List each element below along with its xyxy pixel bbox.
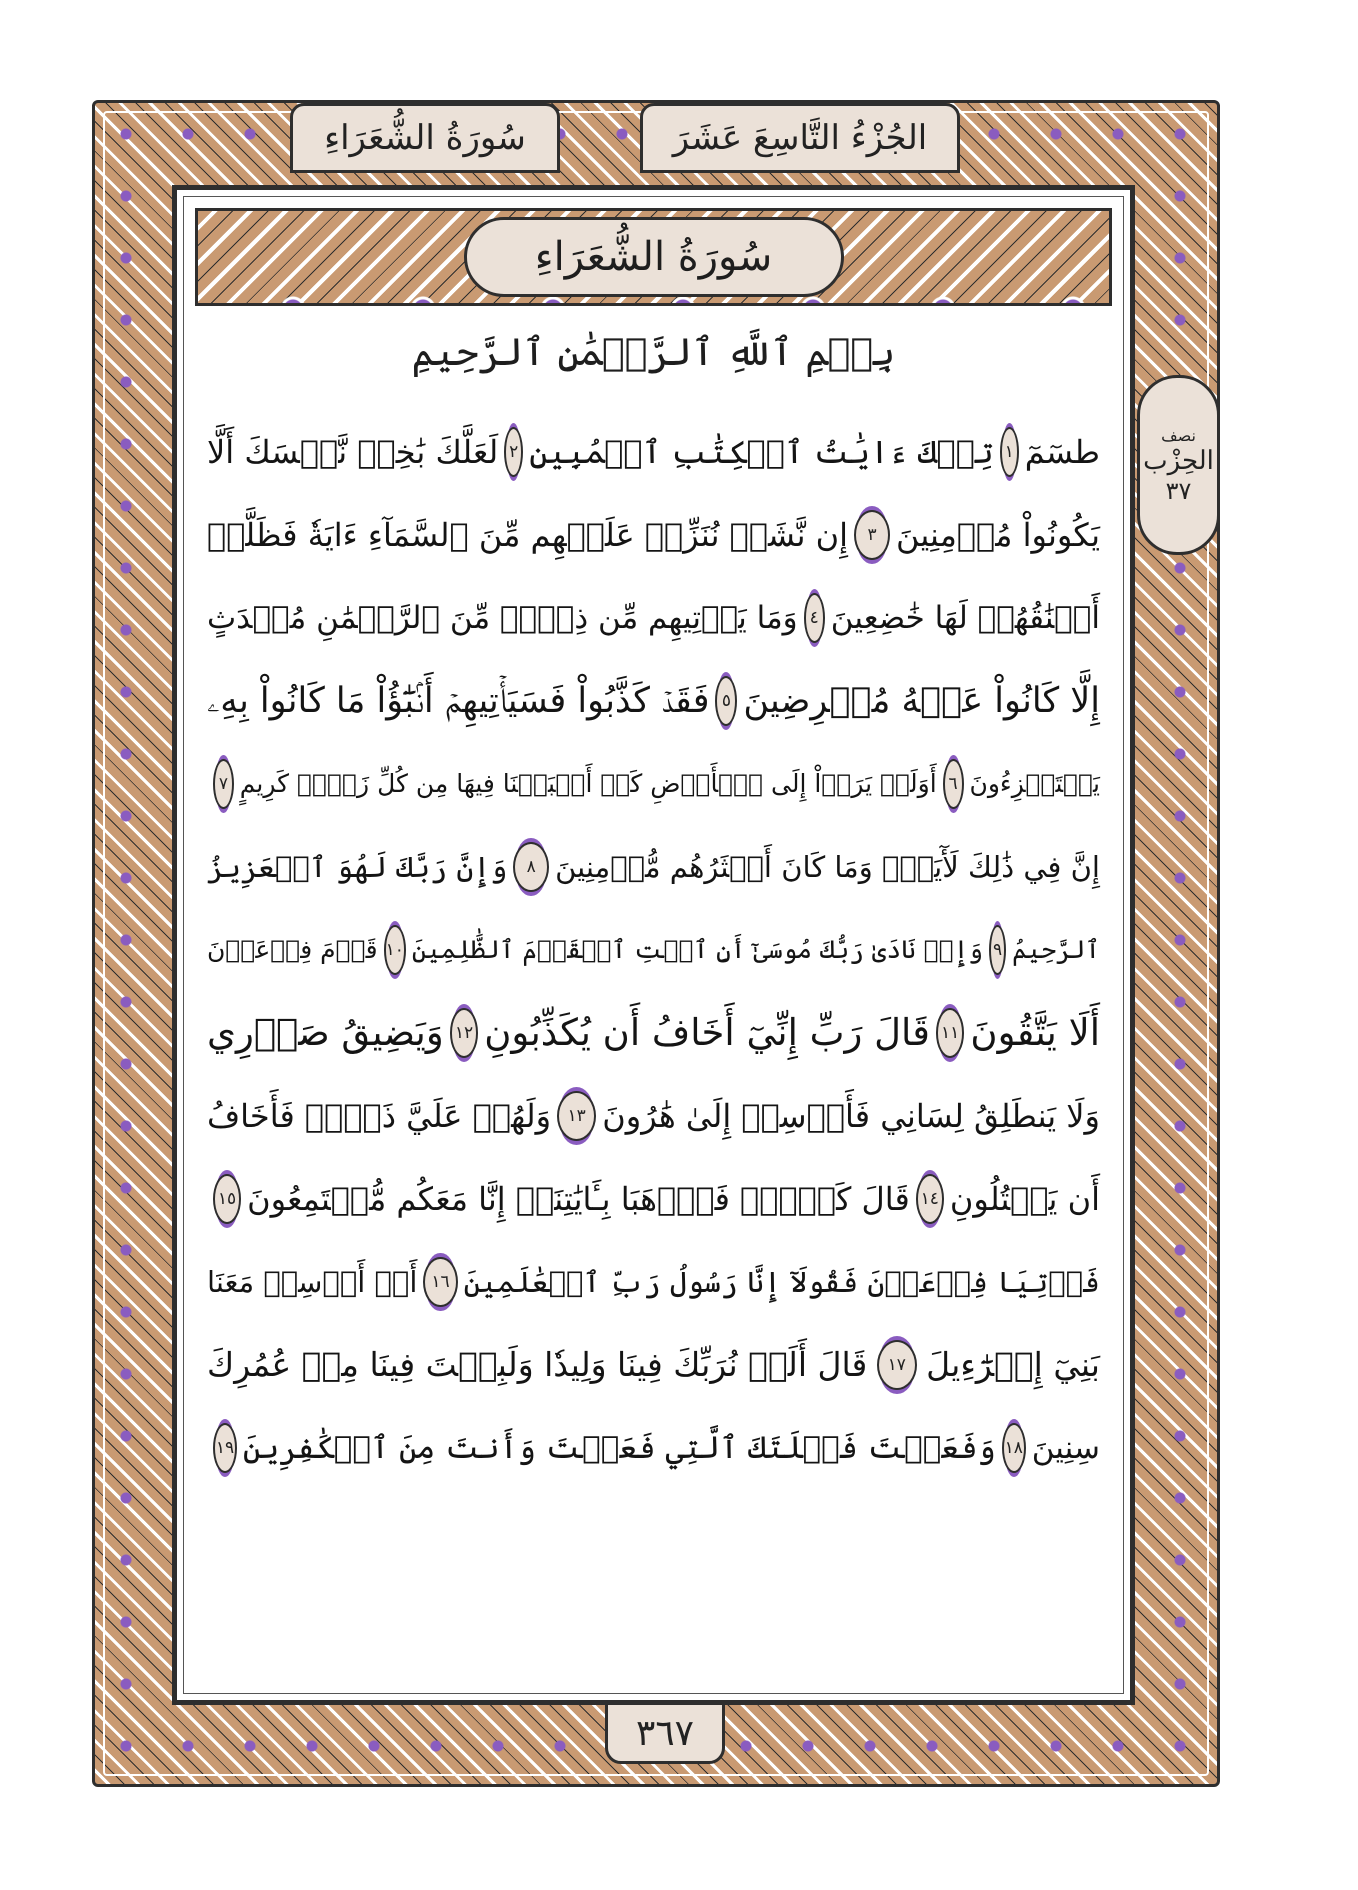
hizb-fraction: نصف xyxy=(1161,425,1196,445)
ayah-number-marker: ٥ xyxy=(715,676,737,726)
ayah-number-marker: ٢ xyxy=(504,427,523,477)
surah-title: سُورَةُ الشُّعَرَاءِ xyxy=(464,217,844,297)
ayah-number-marker: ١٤ xyxy=(916,1174,944,1224)
verse-text: قَوۡمَ فِرۡعَوۡنَ xyxy=(207,935,378,964)
verse-text: فَأۡتِيَا فِرۡعَوۡنَ فَقُولَآ إِنَّا رَسُولُ رَبِّ ٱلۡعَٰلَمِينَ xyxy=(463,1264,1100,1299)
basmala: بِسۡمِ ٱللَّهِ ٱلرَّحۡمَٰنِ ٱلرَّحِيمِ xyxy=(411,330,896,374)
verse-text: وَلَا يَنطَلِقُ لِسَانِي فَأَرۡسِلۡ إِلَىٰ هَٰرُونَ xyxy=(602,1096,1100,1135)
verse-text: أَعۡنَٰقُهُمۡ لَهَا خَٰضِعِينَ xyxy=(830,599,1100,636)
verse-text: وَفَعَلۡتَ فَعۡلَتَكَ ٱلَّتِي فَعَلۡتَ وَأَنتَ مِنَ ٱلۡكَٰفِرِينَ xyxy=(242,1429,996,1466)
verse-text: قَالَ كَلَّاۖ فَٱذۡهَبَا بِـَٔايَٰتِنَآۖ إِنَّا مَعَكُم مُّسۡتَمِعُونَ xyxy=(247,1179,910,1218)
header-surah-name: سُورَةُ الشُّعَرَاءِ xyxy=(290,103,560,173)
header-juz-name: الجُزْءُ التَّاسِعَ عَشَرَ xyxy=(640,103,960,173)
verse-line xyxy=(207,493,1100,576)
verse-text: أَلَا يَتَّقُونَ xyxy=(970,1011,1100,1054)
ayah-number-marker: ١٨ xyxy=(1002,1423,1026,1473)
page-number: ٣٦٧ xyxy=(605,1702,725,1764)
verse-text: تِلۡكَ ءَايَٰتُ ٱلۡكِتَٰبِ ٱلۡمُبِينِ xyxy=(529,432,994,471)
ayah-number-marker: ١٥ xyxy=(213,1174,241,1224)
verse-line xyxy=(207,1240,1100,1323)
hizb-marker xyxy=(1137,375,1220,555)
ayah-number-marker: ١ xyxy=(1000,427,1019,477)
verse-text: إِلَّا كَانُواْ عَنۡهُ مُعۡرِضِينَ xyxy=(743,680,1100,721)
verse-line xyxy=(207,908,1100,991)
hizb-label: الحِزْب xyxy=(1143,445,1214,476)
verse-text: وَيَضِيقُ صَدۡرِي xyxy=(207,1011,444,1054)
verse-text: فَقَدۡ كَذَّبُواْ فَسَيَأۡتِيهِمۡ أَنۢبَٰٓؤُاْ مَا كَانُواْ بِهِۦ xyxy=(207,680,710,721)
verse-line xyxy=(207,576,1100,659)
verse-line xyxy=(207,659,1100,742)
ayah-number-marker: ٣ xyxy=(854,510,890,560)
verse-text: يَسۡتَهۡزِءُونَ xyxy=(969,769,1100,798)
verse-text: لَعَلَّكَ بَٰخِعٞ نَّفۡسَكَ أَلَّا xyxy=(207,432,499,471)
verse-text: إِن نَّشَأۡ نُنَزِّلۡ عَلَيۡهِم مِّنَ ٱلسَّمَآءِ ءَايَةٗ فَظَلَّتۡ xyxy=(207,515,849,554)
verse-line xyxy=(207,991,1100,1074)
verse-text: أَن يَقۡتُلُونِ xyxy=(949,1179,1100,1218)
ayah-number-marker: ١٧ xyxy=(877,1340,917,1390)
surah-banner xyxy=(195,208,1112,306)
ayah-number-marker: ١٩ xyxy=(213,1423,237,1473)
verse-line xyxy=(207,1323,1100,1406)
ayah-number-marker: ١٣ xyxy=(557,1091,596,1141)
verse-text: ٱلرَّحِيمُ xyxy=(1012,935,1100,964)
verse-text: سِنِينَ xyxy=(1031,1429,1100,1466)
verse-line xyxy=(207,410,1100,493)
ayah-number-marker: ٩ xyxy=(989,925,1006,975)
ayah-number-marker: ١١ xyxy=(936,1008,964,1058)
verse-line xyxy=(207,1157,1100,1240)
verse-text: أَنۡ أَرۡسِلۡ مَعَنَا xyxy=(207,1264,418,1299)
ayah-number-marker: ٤ xyxy=(804,593,825,643)
verse-text: أَوَلَمۡ يَرَوۡاْ إِلَى ٱلۡأَرۡضِ كَمۡ أَنۢبَتۡنَا فِيهَا مِن كُلِّ زَوۡجٖ كَرِيمٍ xyxy=(239,769,937,798)
ayah-number-marker: ٦ xyxy=(943,759,964,809)
ayah-number-marker: ١٢ xyxy=(450,1008,478,1058)
ayah-number-marker: ٨ xyxy=(513,842,549,892)
verse-line xyxy=(207,742,1100,825)
verse-text: قَالَ أَلَمۡ نُرَبِّكَ فِينَا وَلِيدٗا وَلَبِثۡتَ فِينَا مِنۡ عُمُرِكَ xyxy=(207,1345,868,1384)
verse-line xyxy=(207,825,1100,908)
text-area xyxy=(172,185,1135,1705)
verse-text: وَإِذۡ نَادَىٰ رَبُّكَ مُوسَىٰٓ أَنِ ٱئۡتِ ٱلۡقَوۡمَ ٱلظَّٰلِمِينَ xyxy=(411,935,984,964)
verse-text: قَالَ رَبِّ إِنِّيٓ أَخَافُ أَن يُكَذِّبُونِ xyxy=(484,1011,930,1054)
verse-line xyxy=(207,1406,1100,1489)
hizb-number: ٣٧ xyxy=(1165,476,1192,505)
verse-text: وَإِنَّ رَبَّكَ لَهُوَ ٱلۡعَزِيزُ xyxy=(207,849,508,884)
ayah-number-marker: ١٠ xyxy=(384,925,406,975)
ayah-number-marker: ١٦ xyxy=(423,1257,457,1307)
verse-text: وَمَا يَأۡتِيهِم مِّن ذِكۡرٖ مِّنَ ٱلرَّحۡمَٰنِ مُحۡدَثٍ xyxy=(207,599,798,636)
verse-text: وَلَهُمۡ عَلَيَّ ذَنۢبٞ فَأَخَافُ xyxy=(207,1096,552,1135)
verse-text: إِنَّ فِي ذَٰلِكَ لَأٓيَةٗۖ وَمَا كَانَ أَكۡثَرُهُم مُّؤۡمِنِينَ xyxy=(555,849,1100,884)
verse-lines xyxy=(207,410,1100,1489)
verse-line xyxy=(207,1074,1100,1157)
verse-text: طسٓمٓ xyxy=(1024,432,1100,471)
verse-text: يَكُونُواْ مُؤۡمِنِينَ xyxy=(896,515,1100,554)
ayah-number-marker: ٧ xyxy=(213,759,234,809)
verse-text: بَنِيٓ إِسۡرَٰٓءِيلَ xyxy=(926,1345,1100,1384)
